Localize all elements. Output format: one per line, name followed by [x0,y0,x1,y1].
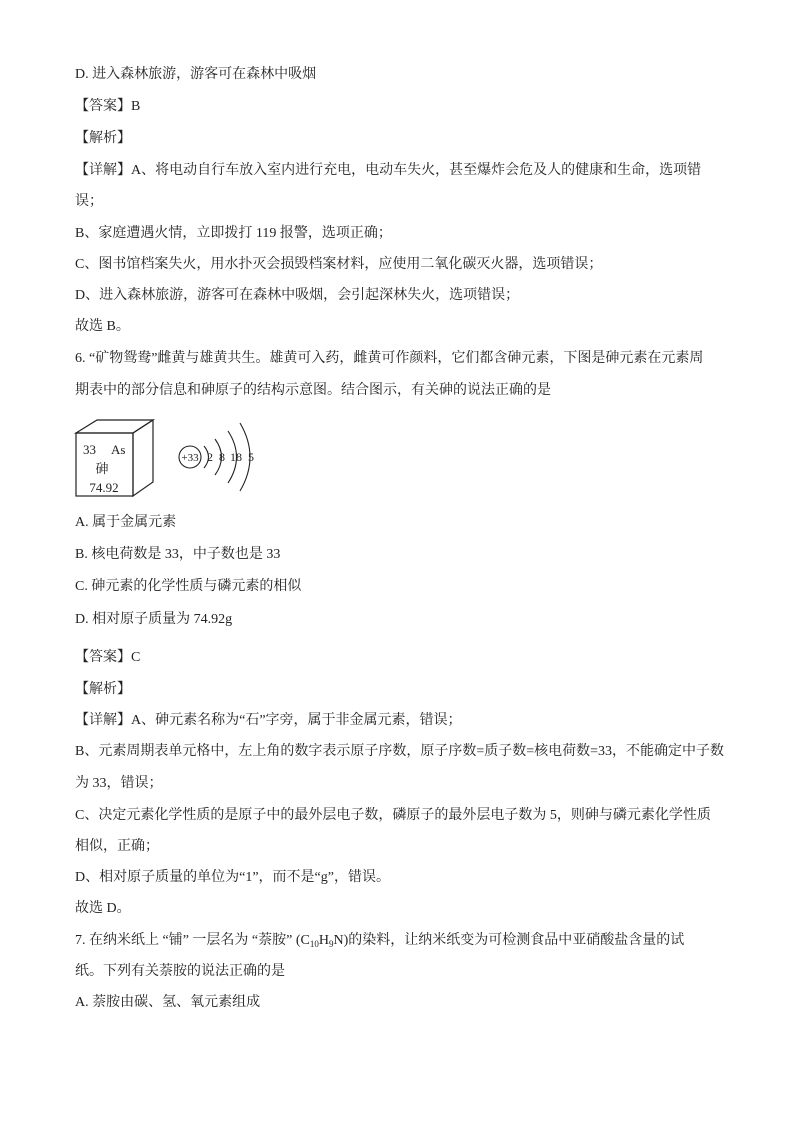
arsenic-figure [70,412,270,504]
atomic-number: 33 [83,442,96,457]
q7-stem-text: 7. 在纳米纸上 “铺” 一层名为 “萘胺” (C [75,933,310,948]
q5-detail-line: 【详解】A、将电动自行车放入室内进行充电，电动车失火，甚至爆炸会危及人的健康和生命，选项错 [75,163,702,178]
atomic-mass: 74.92 [89,480,119,495]
q6-detail-line: C、决定元素化学性质的是原子中的最外层电子数，磷原子的最外层电子数为 5，则砷与磷元素化学性质 [75,808,711,823]
atom-structure [179,423,254,491]
q6-detail-line: 相似，正确； [75,839,159,854]
q6-stem-line: 6. “矿物鸳鸯”雌黄与雄黄共生。雄黄可入药，雌黄可作颜料，它们都含砷元素，下图是砷元素在元素周 [75,351,704,366]
nucleus-charge: +33 [181,452,199,464]
q7-stem-text: N)的染料，让纳米纸变为可检测食品中亚硝酸盐含量的试 [333,933,685,948]
q6-detail-line: D、相对原子质量的单位为“1”，而不是“g”，错误。 [75,870,390,885]
q6-option-a: A. 属于金属元素 [75,515,177,530]
element-name: 砷 [95,461,109,476]
q6-option-b: B. 核电荷数是 33，中子数也是 33 [75,547,281,562]
q7-stem-line [75,931,684,951]
q6-detail-line: B、元素周期表单元格中，左上角的数字表示原子序数，原子序数=质子数=核电荷数=33，不能确定中子数 [75,744,725,759]
shell-electrons: 8 [219,450,225,464]
q5-analysis-label: 【解析】 [75,131,131,146]
q6-stem-line: 期表中的部分信息和砷原子的结构示意图。结合图示，有关砷的说法正确的是 [75,383,551,398]
shell-electrons: 18 [230,450,242,464]
q7-stem-line: 纸。下列有关萘胺的说法正确的是 [75,964,285,979]
q5-detail-line: D、进入森林旅游，游客可在森林中吸烟，会引起深林失火，选项错误； [75,288,520,303]
element-card-top [76,420,153,433]
q6-detail-line: 为 33，错误； [75,776,163,791]
q6-detail-line: 【详解】A、砷元素名称为“石”字旁，属于非金属元素，错误； [75,713,462,728]
q6-answer: 【答案】C [75,650,141,665]
q5-detail-line: B、家庭遭遇火情，立即拨打 119 报警，选项正确； [75,226,392,241]
q5-detail-line: C、图书馆档案失火，用水扑灭会损毁档案材料，应使用二氧化碳灭火器，选项错误； [75,257,603,272]
q6-option-d: D. 相对原子质量为 74.92g [75,612,233,627]
shell-electrons: 2 [207,450,213,464]
formula-subscript: 10 [309,939,319,949]
q6-analysis-label: 【解析】 [75,682,131,697]
element-symbol: As [111,442,126,457]
shell-electrons: 5 [248,450,254,464]
q5-detail-line: 故选 B。 [75,319,130,334]
q6-detail-line: 故选 D。 [75,901,131,916]
q5-option-d: D. 进入森林旅游，游客可在森林中吸烟 [75,67,317,82]
q5-detail-line: 误； [75,194,103,209]
formula-subscript: 9 [328,939,334,949]
q6-option-c: C. 砷元素的化学性质与磷元素的相似 [75,579,302,594]
element-card-side [133,420,153,496]
formula-element: H [318,933,329,948]
q5-answer: 【答案】B [75,99,141,114]
q7-option-a: A. 萘胺由碳、氢、氧元素组成 [75,995,261,1010]
